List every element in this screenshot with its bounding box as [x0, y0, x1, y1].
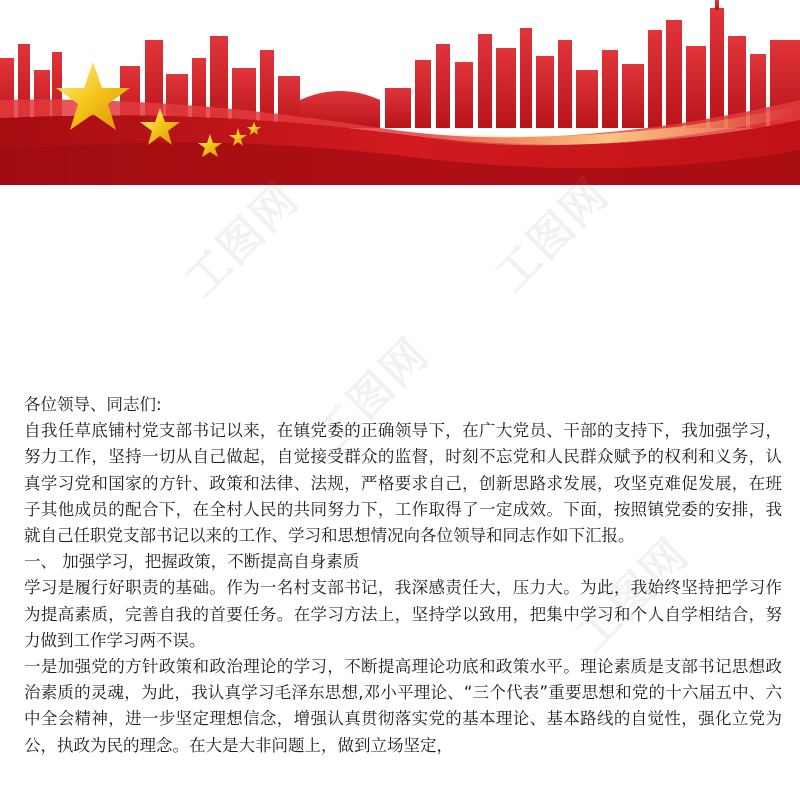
greeting: 各位领导、同志们: — [24, 395, 162, 414]
header-banner — [0, 0, 800, 185]
watermark: 工图网 — [305, 328, 440, 463]
section-heading: 一、 加强学习，把握政策，不断提高自身素质 — [24, 552, 360, 572]
watermark: 工图网 — [565, 528, 700, 663]
watermark: 工图网 — [485, 168, 620, 303]
paragraph-theory: 一是加强党的方针政策和政治理论的学习，不断提高理论功底和政策水平。理论素质是支部书记思想政治素质的灵魂，为此，我认真学习毛泽东思想,邓小平理论、“三个代表”重要思想和党的十六届五中、六中全会精神，进一步坚定理想信念，增强认真贯彻落实党的基本理论、基本路线的自觉性，强化立党为公，执政为民的理念。在大是大非问题上，做到立场坚定， — [24, 657, 782, 755]
watermark: 工图网 — [175, 173, 310, 308]
paragraph-study: 学习是履行好职责的基础。作为一名村支部书记，我深感责任大，压力大。为此，我始终坚持把学习作为提高素质，完善自我的首要任务。在学习方法上，坚持学以致用，把集中学习和个人自学相结合，努力做到工作学习两不误。 — [24, 578, 782, 650]
report-body — [24, 392, 782, 759]
paragraph-intro: 自我任草底铺村党支部书记以来，在镇党委的正确领导下，在广大党员、干部的支持下，我加强学习，努力工作，坚持一切从自己做起，自觉接受群众的监督，时刻不忘党和人民群众赋予的权利和义务，认真学习党和国家的方针、政策和法律、法规，严格要求自己，创新思路求发展，攻坚克难促发展，在班子其他成员的配合下，在全村人民的共同努力下，工作取得了一定成效。下面，按照镇党委的安排，我就自己任职党支部书记以来的工作、学习和思想情况向各位领导和同志作如下汇报。 — [24, 421, 782, 546]
